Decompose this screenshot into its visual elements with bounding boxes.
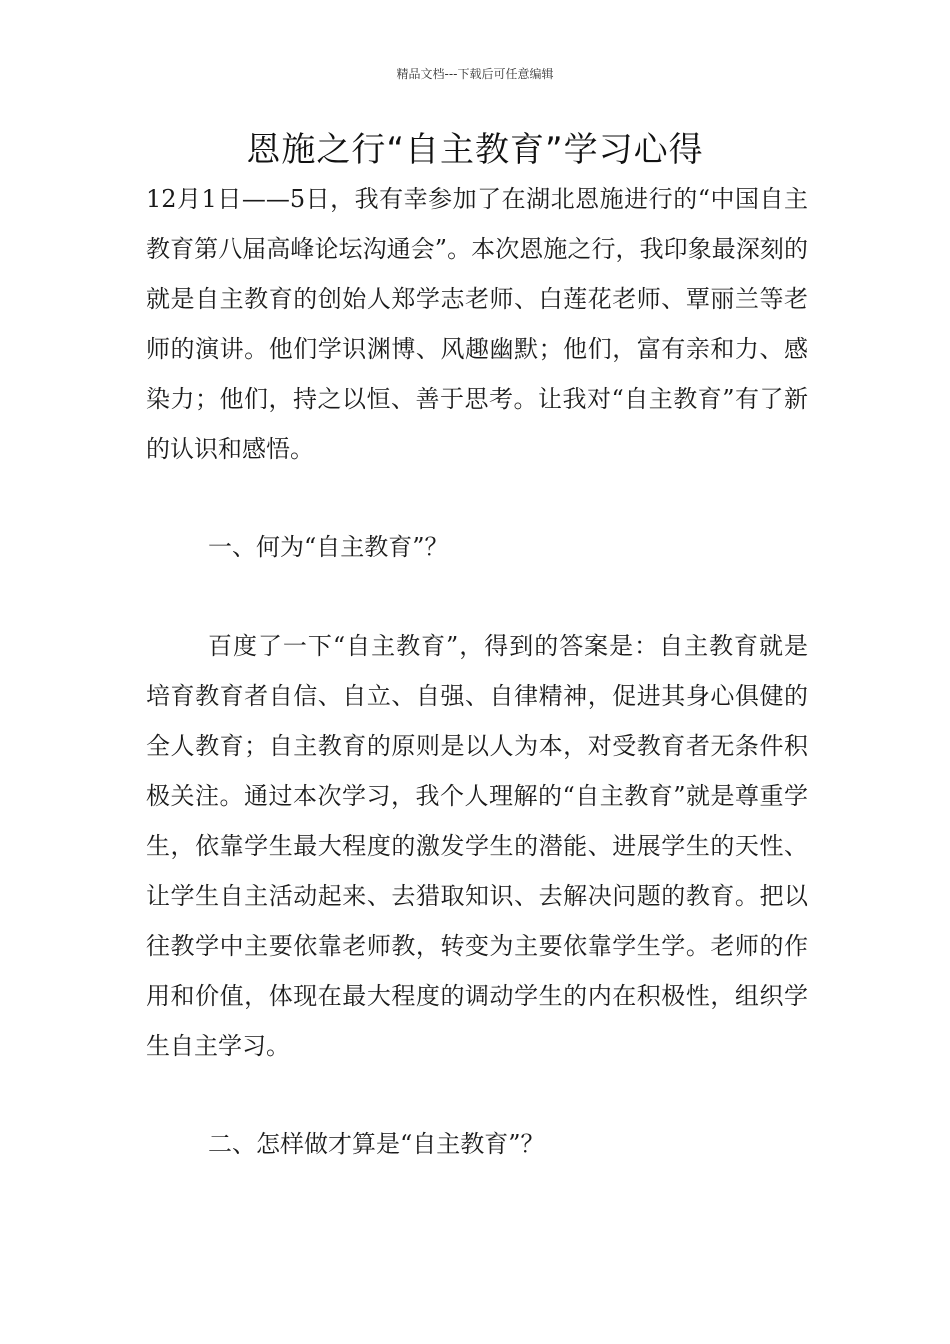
heading-1-wrap [146, 522, 808, 572]
section-heading-1: 一、何为“自主教育”？ [208, 533, 449, 561]
page-header-note: 精品文档---下载后可任意编辑 [396, 67, 554, 81]
paragraph-intro: 12月1日——5日，我有幸参加了在湖北恩施进行的“中国自主教育第八届高峰论坛沟通会”。本次恩施之行，我印象最深刻的就是自主教育的创始人郑学志老师、白莲花老师、覃丽兰等老师的演讲。他们学识渊博、风趣幽默；他们，富有亲和力、感染力；他们，持之以恒、善于思考。让我对“自主教育”有了新的认识和感悟。 [146, 185, 808, 463]
paragraph-definition-wrap [146, 621, 808, 1071]
heading-2-wrap [146, 1119, 808, 1169]
section-heading-2: 二、怎样做才算是“自主教育”？ [208, 1130, 545, 1158]
paragraph-intro-wrap [146, 174, 808, 474]
document-title: 恩施之行“自主教育”学习心得 [246, 130, 704, 170]
paragraph-definition: 百度了一下“自主教育”，得到的答案是：自主教育就是培育教育者自信、自立、自强、自律精神，促进其身心俱健的全人教育；自主教育的原则是以人为本，对受教育者无条件积极关注。通过本次学习，我个人理解的“自主教育”就是尊重学生，依靠学生最大程度的激发学生的潜能、进展学生的天性、让学生自主活动起来、去猎取知识、去解决问题的教育。把以往教学中主要依靠老师教，转变为主要依靠学生学。老师的作用和价值，体现在最大程度的调动学生的内在积极性，组织学生自主学习。 [146, 632, 808, 1060]
